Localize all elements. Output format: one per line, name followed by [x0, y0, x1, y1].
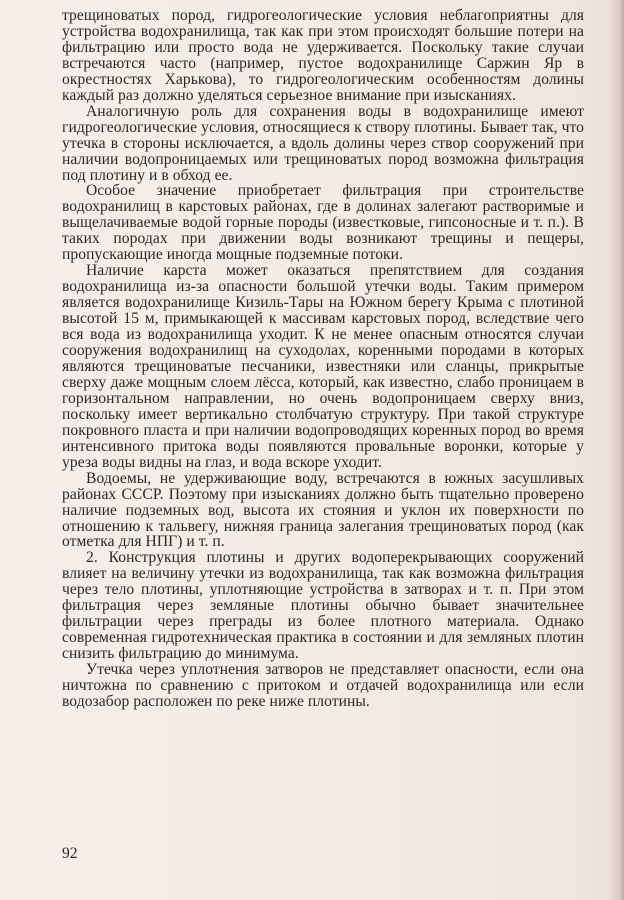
paragraph-3: Особое значение приобретает фильтрация при строительстве водохранилищ в карстовых районах, где в долинах залегают растворимые и выщелачиваемые водой горные породы (известковые, гипсоносные и т. п.). В таких породах при движении воды возникают трещины и пещеры, пропускающие иногда мощные подземные потоки.: [62, 182, 584, 264]
page-number: 92: [62, 845, 78, 862]
paragraph-5: Водоемы, не удерживающие воду, встречаются в южных засушливых районах СССР. Поэтому при изысканиях должно быть тщательно проверено наличие подземных вод, высота их стояния и уклон их поверхности по отношению к тальвегу, нижняя граница залегания трещиноватых пород (как отметка для НПГ) и т. п.: [62, 469, 584, 551]
paragraph-6: 2. Конструкция плотины и других водоперекрывающих сооружений влияет на величину утечки из водохранилища, так как возможна фильтрация через тело плотины, уплотняющие устройства в затворах и т. п. При этом фильтрация через земляные плотины обычно бывает значительнее фильтрации через преграды из более плотного материала. Однако современная гидротехническая практика в состоянии и для земляных плотин снизить фильтрацию до минимума.: [62, 549, 584, 663]
body-text: [62, 8, 584, 710]
page-edge-shadow: [610, 0, 624, 900]
paragraph-4: Наличие карста может оказаться препятствием для создания водохранилища из-за опасности большой утечки воды. Таким примером является водохранилище Кизиль-Тары на Южном берегу Крыма с плотиной высотой 15 м, примыкающей к массивам карстовых пород, вследствие чего вся вода из водохранилища уходит. К не менее опасным относятся случаи сооружения водохранилищ на суходолах, коренными породами в которых являются трещиноватые песчаники, известняки или сланцы, прикрытые сверху даже мощным слоем лёсса, который, как известно, слабо проницаем в горизонтальном направлении, но очень водопроницаем сверху вниз, поскольку имеет вертикально столбчатую структуру. При такой структуре покровного пласта и при наличии водопроводящих коренных пород во время интенсивного притока воды появляются провальные воронки, которые у уреза воды видны на глаз, и вода вскоре уходит.: [62, 262, 584, 471]
paragraph-1-continued: трещиноватых пород, гидрогеологические условия неблагоприятны для устройства водохранилища, так как при этом происходят большие потери на фильтрацию или просто вода не удерживается. Поскольку такие случаи встречаются часто (например, пустое водохранилище Саржин Яр в окрестностях Харькова), то гидрогеологическим особенностям долины каждый раз должно уделяться серьезное внимание при изысканиях.: [62, 7, 584, 104]
paragraph-2: Аналогичную роль для сохранения воды в водохранилище имеют гидрогеологические условия, относящиеся к створу плотины. Бывает так, что утечка в стороны исключается, а вдоль долины через створ сооружений при наличии водопроницаемых или трещиноватых пород возможна фильтрация под плотину и в обход ее.: [62, 102, 584, 184]
paragraph-7: Утечка через уплотнения затворов не представляет опасности, если она ничтожна по сравнению с притоком и отдачей водохранилища или если водозабор расположен по реке ниже плотины.: [62, 661, 584, 710]
